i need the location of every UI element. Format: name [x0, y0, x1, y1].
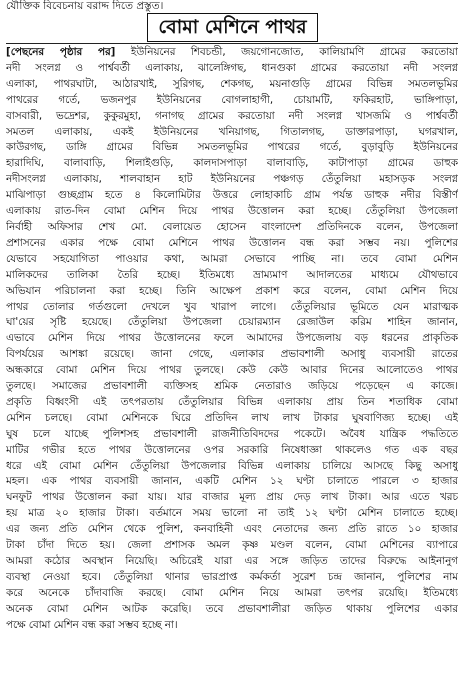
- continuation-kicker: [পেছনের পৃষ্ঠার পর]: [6, 46, 116, 58]
- article-line: প্রকৃতি বিধ্বংসী এই তৎপরতায় তেঁতুলিয়ার বিভিন্ন এলাকায় প্রায় তিন শতাধিক বোমা: [6, 395, 458, 408]
- article-line: [6, 45, 458, 61]
- article-line: মেশিন চলছে। বোমা মেশিনকে ঘিরে প্রতিদিন লাখ লাখ টাকার ঘুষবাণিজ্য হচ্ছে। এই: [6, 411, 458, 424]
- article-line: ব্যবস্থা নেওয়া হবে। তেঁতুলিয়া থানার ভারপ্রাপ্ত কর্মকর্তা সুরেশ চন্দ্র জানান, পুলিশের নাম: [6, 570, 458, 583]
- article-line: মাটির গভীর হতে পাথর উত্তোলনের ওপর সরকারি নিষেধাজ্ঞা থাকলেও গত এক বছর: [6, 443, 458, 456]
- article-line: মাঝিপাড়া গুচ্ছগ্রাম হতে ৪ কিলোমিটার উত্তরে লোহাকাচি গ্রাম পর্যন্ত ডাহুক নদীর বিস্তীর্ণ: [6, 189, 458, 202]
- article-line: প্রশাসনের একার পক্ষে বোমা মেশিনে পাথর উত্তোলন বন্ধ করা সম্ভব নয়। পুলিশের: [6, 236, 458, 249]
- article-line: এর জন্য প্রতি মেশিন থেকে পুলিশ, কনবাহিনী এবং নেতাদের জন্য প্রতি রাতে ১০ হাজার: [6, 523, 458, 536]
- article-line: যেভাবে সহযোগিতা পাওয়ার কথা, আমরা সেভাবে পাচ্ছি না। তবে বোমা মেশিন: [6, 252, 458, 265]
- article-line: বাসবারী, ভদ্রেশর, কুকুরমুহা, গনাগছ গ্রামের করতোয়া নদী সংলগ্ন খাসজমি ও পার্শ্ববর্তী: [6, 109, 458, 122]
- article-line: পক্ষে বোমা মেশিন বন্ধ করা সম্ভব হচ্ছে না।: [6, 618, 178, 631]
- article-line: তুলছে। সমাজের প্রভাবশালী ব্যক্তিসহ শ্রমিক নেতারাও জড়িয়ে পড়েছেন এ কাজে।: [6, 380, 458, 393]
- article-line: পাথরের গর্তে, ভজনপুর ইউনিয়নের বোগলাহাগী, চোয়ামটি, ফকিরহাট, ভাঙ্গিপাড়া,: [6, 93, 458, 106]
- article-body: [6, 45, 458, 691]
- article-line: নদী সংলগ্ন ও পার্শ্ববর্তী এলাকায়, ঝালেঙ্গিগছ, ধানগুকা গ্রামের করতোয়া নদী সংলগ্ন: [6, 61, 458, 74]
- article-line: ঘনফুট পাথর উত্তোলন করা যায়। যার বাজার মূল্য প্রায় দেড় লাখ টাকা। আর এতে খরচ: [6, 491, 458, 504]
- previous-article-last-line: যৌক্তিক বিবেচনায় বরাদ্দ দিতে প্রস্তুত।: [6, 0, 164, 12]
- article-line: হয় মাত্র ২০ হাজার টাকা। বর্তমানে সময় ভালো না তাই ১২ ঘণ্টা মেশিন চালাতে হচ্ছে।: [6, 507, 458, 520]
- article-line: ঘুষ চলে যাচ্ছে পুলিশসহ প্রভাবশালী রাজনীতিবিদদের পকেটে। অবৈধ যান্ত্রিক পদ্ধতিতে: [6, 427, 458, 440]
- article-line: হারাদিঘি, বালাবাড়ি, শিলাইগুড়ি, কালদাসপাড়া বালাবাড়ি, কাটাপাড়া গ্রামের ডাহুক: [6, 157, 458, 170]
- article-line: টাকা চাঁদা দিতে হয়। জেলা প্রশাসক অমল কৃষ্ণ মণ্ডল বলেন, বোমা মেশিনের ব্যাপারে: [6, 539, 458, 552]
- article-line: অনেক বোমা মেশিন আটক করেছি। তবে প্রভাবশালীরা জড়িত থাকায় পুলিশের একার: [6, 602, 458, 615]
- article-line: পাথর তোলার গর্তগুলো দেখলে খুব খারাপ লাগে। তেঁতুলিয়ার ভূমিতে যেন মারাত্মক: [6, 300, 458, 313]
- article-line: অন্ধকারে বোমা মেশিন দিয়ে পাথর তুলছে। কেউ কেউ আবার দিনের আলোতেও পাথর: [6, 364, 458, 377]
- article-line: নদীসংলগ্ন এলাকায়, শালবাহান হাট ইউনিয়নের পঞ্চগড় তেঁতুলিয়া মহাসড়ক সংলগ্ন: [6, 173, 458, 186]
- article-line: আমরা কঠোর অবস্থান নিয়েছি। অচিরেই যারা এর সঙ্গে জড়িত তাদের বিরুদ্ধে আইনানুগ: [6, 555, 458, 567]
- article-line: করে অনেকে চাঁদাবাজি করছে। বোমা মেশিন নিয়ে আমরা তৎপর রয়েছি। ইতিমধ্যে: [6, 586, 458, 599]
- article-line: এলাকায় রাত-দিন বোমা মেশিন দিয়ে পাথর উত্তোলন করা হচ্ছে। তেঁতুলিয়া উপজেলা: [6, 205, 458, 218]
- article-line: এলাকা, পাথরঘাটা, আঠারখাই, সুরিগছ, শেকগছ, ময়নাগুড়ি গ্রামের বিভিন্ন সমতলভূমির: [6, 77, 458, 90]
- article-line: সমতল এলাকায়, একই ইউনিয়নের খনিয়াগছ, গিতালগছ, ডাক্তারপাড়া, ঘগরখাল,: [6, 125, 458, 138]
- article-line-text: ইউনিয়নের শিবচন্ডী, জয়গোনজোত, কালিয়ামণি গ্রামের করতোয়া: [115, 46, 458, 58]
- article-line: নির্বাহী অফিসার শেখ মো. বেলায়েত হোসেন বাংলাদেশ প্রতিদিনকে বলেন, উপজেলা: [6, 220, 458, 233]
- article-line: ধরে এই বোমা মেশিন তেঁতুলিয়া উপজেলার বিভিন্ন এলাকায় চালিয়ে আসছে কিছু অসাধু: [6, 459, 458, 472]
- article-line: বিপর্যয়ের আশঙ্কা রয়েছে। জানা গেছে, এলাকার প্রভাবশালী অসাধু ব্যবসায়ী রাতের: [6, 348, 458, 361]
- article-line: এভাবে মেশিন দিয়ে পাথর উত্তোলনের ফলে আমাদের উপজেলায় বড় ধরনের প্রাকৃতিক: [6, 332, 458, 345]
- headline-rule: [6, 43, 458, 44]
- article-line: অভিযান পরিচালনা করা হচ্ছে। তিনি আক্ষেপ প্রকাশ করে বলেন, বোমা মেশিন দিয়ে: [6, 284, 458, 297]
- article-line: মহল। এক পাথর ব্যবসায়ী জানান, একটি মেশিন ১২ ঘণ্টা চালাতে পারলে ৩ হাজার: [6, 475, 458, 488]
- headline: [0, 13, 465, 43]
- article-line: ঘা'য়ের সৃষ্টি হয়েছে। তেঁতুলিয়া উপজেলা চেয়ারম্যান রেজাউল করিম শাহিন জানান,: [6, 316, 458, 329]
- article-line: কাউরগছ, ডাঙ্গি গ্রামের বিভিন্ন সমতলভূমির পাথরের গর্তে, বুড়াবুড়ি ইউনিয়নের: [6, 141, 458, 154]
- headline-text: বোমা মেশিনে পাথর: [147, 13, 317, 42]
- article-line: মালিকদের তালিকা তৈরি হচ্ছে। ইতিমধ্যে ভ্রাম্যমাণ আদালতের মাধ্যমে যৌথভাবে: [6, 268, 458, 281]
